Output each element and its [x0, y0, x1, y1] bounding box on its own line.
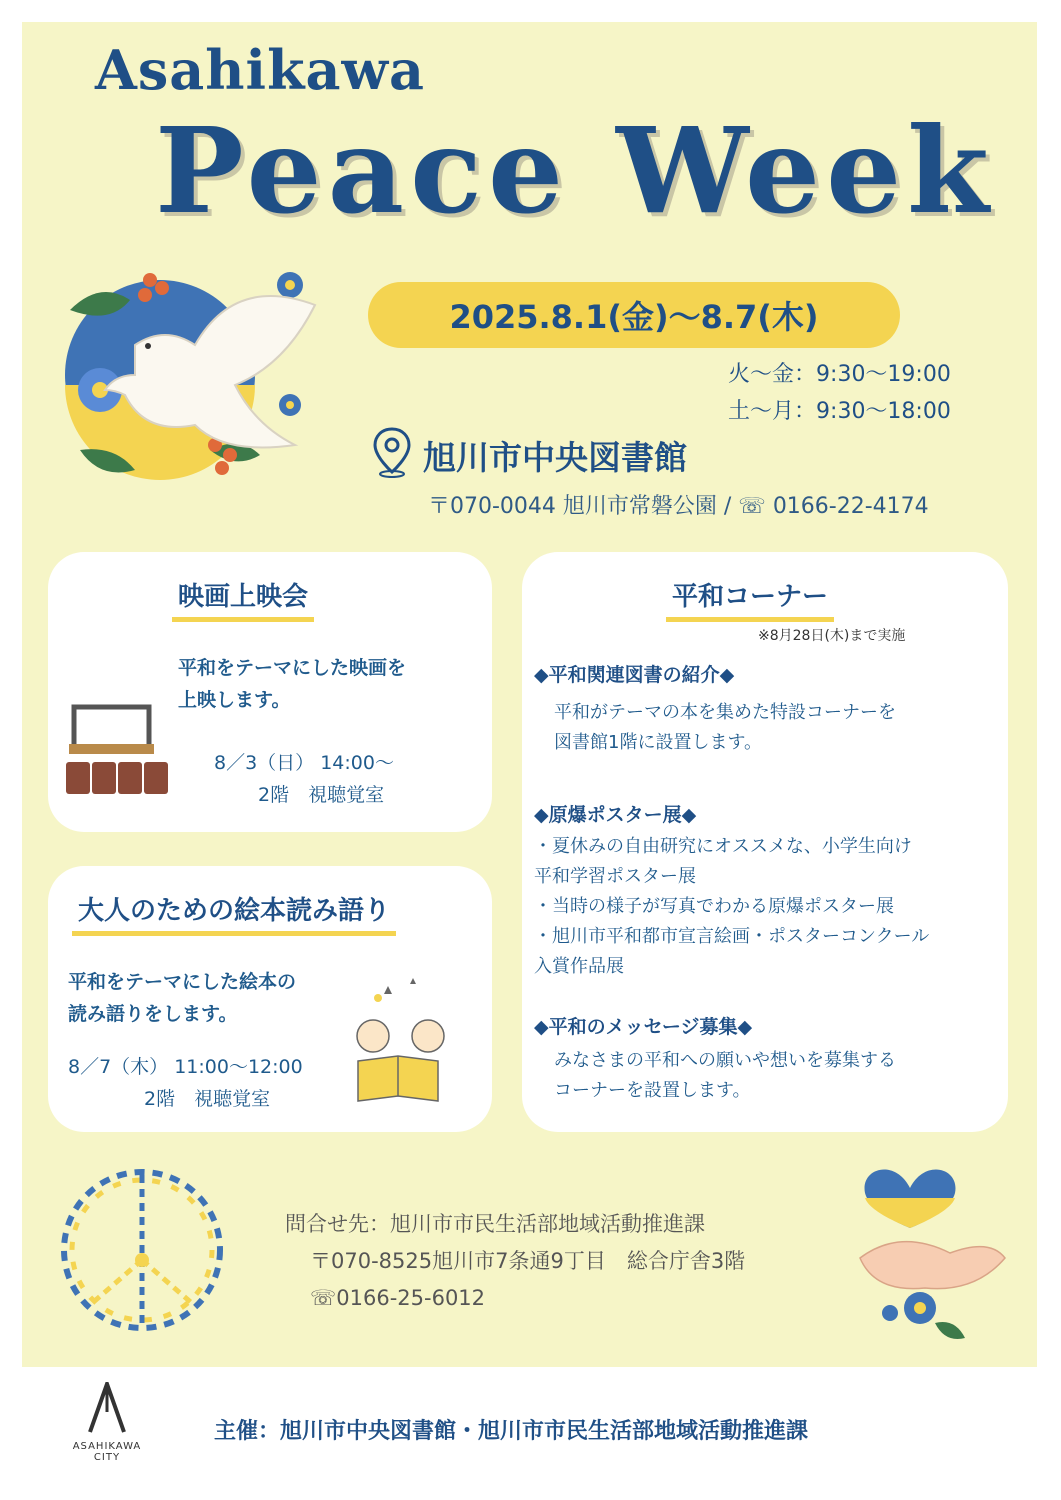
theater-seats-illustration	[64, 702, 184, 802]
venue-name: 旭川市中央図書館	[423, 438, 687, 477]
corner-section-messages-text: みなさまの平和への願いや想いを募集する コーナーを設置します。	[554, 1050, 896, 1101]
reading-datetime: 8／7（木） 11:00〜12:00	[68, 1056, 303, 1078]
corner-section-books-title: ◆平和関連図書の紹介◆	[534, 664, 735, 686]
opening-hours	[728, 356, 951, 430]
event-dates-pill: 2025.8.1(金)〜8.7(木)	[368, 282, 900, 348]
dove-globe-illustration	[40, 250, 330, 500]
asahikawa-city-logo-icon	[86, 1382, 128, 1434]
movie-description: 平和をテーマにした映画を 上映します。	[178, 657, 407, 711]
venue-address: 〒070-0044 旭川市常磐公園 / ☏ 0166-22-4174	[428, 494, 929, 519]
corner-section-posters-title: ◆原爆ポスター展◆	[534, 804, 697, 826]
movie-place: 2階 視聴覚室	[258, 784, 385, 806]
movie-heading: 映画上映会	[172, 576, 314, 622]
corner-section-books-text: 平和がテーマの本を集めた特設コーナーを 図書館1階に設置します。	[554, 702, 896, 753]
corner-note: ※8月28日(木)まで実施	[758, 628, 906, 644]
contact-department: 問合せ先：旭川市市民生活部地域活動推進課	[285, 1212, 705, 1236]
location-pin-icon	[372, 426, 412, 478]
heart-in-hands-illustration	[855, 1148, 1010, 1358]
movie-screening-card	[48, 552, 492, 832]
reading-heading: 大人のための絵本読み語り	[72, 890, 396, 936]
corner-section-posters-text: ・夏休みの自由研究にオススメな、小学生向け 平和学習ポスター展 ・当時の様子が写真でわかる原爆ポスター展 ・旭川市平和都市宣言絵画・ポスターコンクール 入賞作品展	[534, 836, 930, 977]
peace-corner-card	[522, 552, 1008, 1132]
contact-info	[285, 1206, 745, 1317]
organizer-footer: 主催：旭川市中央図書館・旭川市市民生活部地域活動推進課	[214, 1419, 809, 1444]
corner-heading: 平和コーナー	[666, 576, 834, 622]
title-asahikawa: Asahikawa	[95, 38, 425, 102]
hours-weekday: 火〜金：9:30〜19:00	[728, 362, 951, 387]
peace-sign-wreath-illustration	[52, 1160, 232, 1340]
title-peace-week: Peace Week	[155, 101, 995, 240]
picture-book-reading-card	[48, 866, 492, 1132]
movie-datetime: 8／3（日） 14:00〜	[214, 752, 394, 774]
city-logo-text: ASAHIKAWA CITY	[72, 1441, 142, 1463]
hours-weekend: 土〜月：9:30〜18:00	[728, 399, 951, 424]
reading-description: 平和をテーマにした絵本の 読み語りをします。	[68, 971, 297, 1025]
contact-address: 〒070-8525旭川市7条通9丁目 総合庁舎3階	[310, 1249, 746, 1273]
reading-place: 2階 視聴覚室	[144, 1088, 271, 1110]
corner-section-messages-title: ◆平和のメッセージ募集◆	[534, 1016, 753, 1038]
contact-phone: ☏0166-25-6012	[310, 1286, 486, 1310]
children-reading-illustration	[338, 966, 458, 1106]
